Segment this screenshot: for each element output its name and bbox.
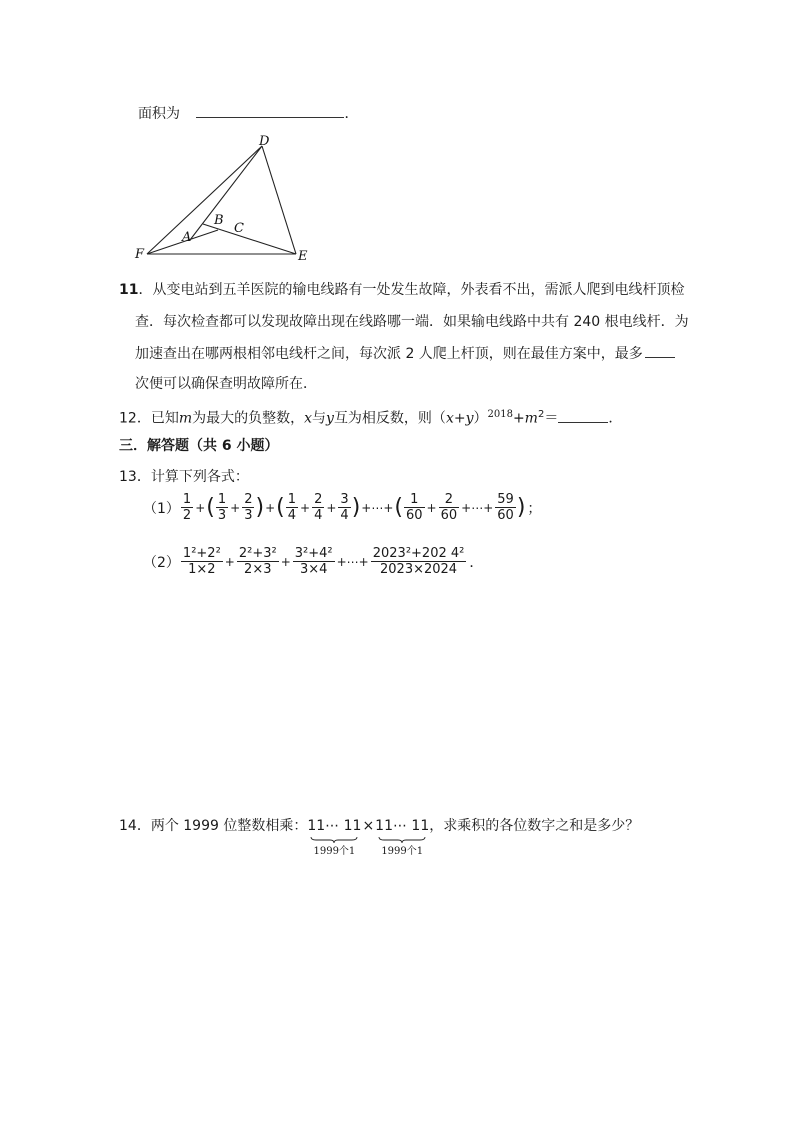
q13-p1-end: ； — [527, 500, 542, 517]
section-heading — [119, 436, 279, 456]
frac-term-3: $\frac{\text{3²+4²}}{3\times 4}$ — [294, 546, 333, 577]
q13-p2-end: ． — [469, 554, 484, 571]
q12-plus: + — [512, 410, 525, 427]
q12-mid1: 为最大的负整数， — [192, 410, 305, 427]
q12-mid3: 互为相反数，则（ — [333, 410, 446, 427]
frac-1-3: $\frac{1}{3}$ — [217, 492, 227, 523]
q12-pre: 12．已知 — [119, 410, 179, 427]
label-E: E — [298, 249, 308, 264]
label-C: C — [234, 221, 244, 236]
q11-text-1: ．从变电站到五羊医院的输电线路有一处发生故障，外表看不出，需派人爬到电线杆顶检 — [138, 282, 685, 298]
label-B: B — [214, 213, 224, 228]
q13-part2: （2） $\frac{\text{1²+2²}}{1\times 2}$ + $\frac{\text{2²+3²}}{2\times 3}$ + $\frac{\text{3²+4²}}{3\times 4}$ +⋯+ $\frac{\text{2023²+202 4²}}{2023\times 2024}$ ． — [143, 546, 484, 577]
label-A: A — [182, 230, 192, 245]
frac-3-4: $\frac{3}{4}$ — [340, 492, 349, 523]
q13-p2-label: （2） — [143, 554, 180, 571]
q10-text: 面积为 — [138, 106, 180, 122]
frac-1-2: $\frac{1}{2}$ — [182, 492, 192, 523]
q12-var-m: m — [178, 410, 193, 427]
frac-term-2023: $\frac{\text{2023²+202 4²}}{2023\times 2024}$ — [372, 546, 465, 577]
q14-factor-2: 11⋯ 11 1999个1 — [375, 818, 430, 857]
q11-line1 — [119, 280, 684, 300]
q12-square: 2 — [537, 409, 545, 420]
q13-p1-label: （1） — [143, 500, 180, 517]
frac-1-4: $\frac{1}{4}$ — [287, 492, 297, 523]
q11-line3 — [135, 343, 675, 364]
frac-term-2: $\frac{\text{2²+3²}}{2\times 3}$ — [238, 546, 277, 577]
q14-post: ，求乘积的各位数字之和是多少？ — [429, 818, 640, 834]
q12-xy: x+y — [445, 410, 474, 427]
q14-times: × — [362, 818, 375, 834]
frac-2-60: $\frac{2}{60}$ — [440, 492, 458, 523]
q12-close: ） — [473, 410, 488, 427]
q12-end: ． — [608, 410, 623, 427]
q11-blank — [645, 343, 675, 358]
q12-mid2: 与 — [312, 410, 327, 427]
label-D: D — [259, 134, 270, 149]
q12-blank — [558, 408, 608, 423]
q12-equals: ＝ — [544, 410, 559, 427]
q11-number: 11 — [119, 282, 139, 298]
section3-title: 三．解答题（共 6 小题） — [119, 438, 279, 454]
q14-factor-1: 11⋯ 11 1999个1 — [307, 818, 362, 857]
frac-1-60: $\frac{1}{60}$ — [406, 492, 423, 523]
q12-var-y: y — [326, 410, 334, 427]
frac-59-60: $\frac{59}{60}$ — [497, 492, 514, 523]
q13-title — [119, 467, 249, 487]
q10-blank — [196, 103, 344, 118]
frac-2-3: $\frac{2}{3}$ — [244, 492, 253, 523]
q14-pre: 14．两个 1999 位整数相乘： — [119, 818, 308, 834]
q11-text-4: 次便可以确保查明故障所在． — [135, 376, 317, 392]
q11-text-3: 加速查出在哪两根相邻电线杆之间，每次派 2 人爬上杆顶，则在最佳方案中，最多 — [135, 346, 643, 362]
q13-title-text: 13．计算下列各式： — [119, 469, 249, 485]
label-F: F — [135, 247, 145, 262]
q11-line2 — [135, 312, 689, 332]
q12-exponent: 2018 — [487, 409, 513, 420]
q11-text-2: 查．每次检查都可以发现故障出现在线路哪一端．如果输电线路中共有 240 根电线杆．为 — [135, 314, 689, 330]
q13-part1: （1） $\frac{1}{2}$ + ( $\frac{1}{3}$ + $\frac{2}{3}$ ) + ( $\frac{1}{4}$ + $\frac{2}{4}$ + $\frac{3}{4}$ ) +⋯+ ( $\frac{1}{60}$ + $\frac{2}{60}$ +⋯+ $\frac{59}{60}$ ) ； — [143, 492, 542, 523]
q12-var-m2: m — [524, 410, 538, 427]
q10-end: ． — [344, 106, 359, 122]
q12-var-x: x — [304, 410, 313, 427]
frac-term-1: $\frac{\text{1²+2²}}{1\times 2}$ — [182, 546, 221, 577]
triangle-figure — [130, 128, 320, 266]
q14-line — [119, 816, 639, 862]
q11-line4 — [135, 374, 317, 394]
q12-line — [119, 405, 622, 429]
frac-2-4: $\frac{2}{4}$ — [314, 492, 323, 523]
q10-answer-line — [138, 103, 358, 124]
